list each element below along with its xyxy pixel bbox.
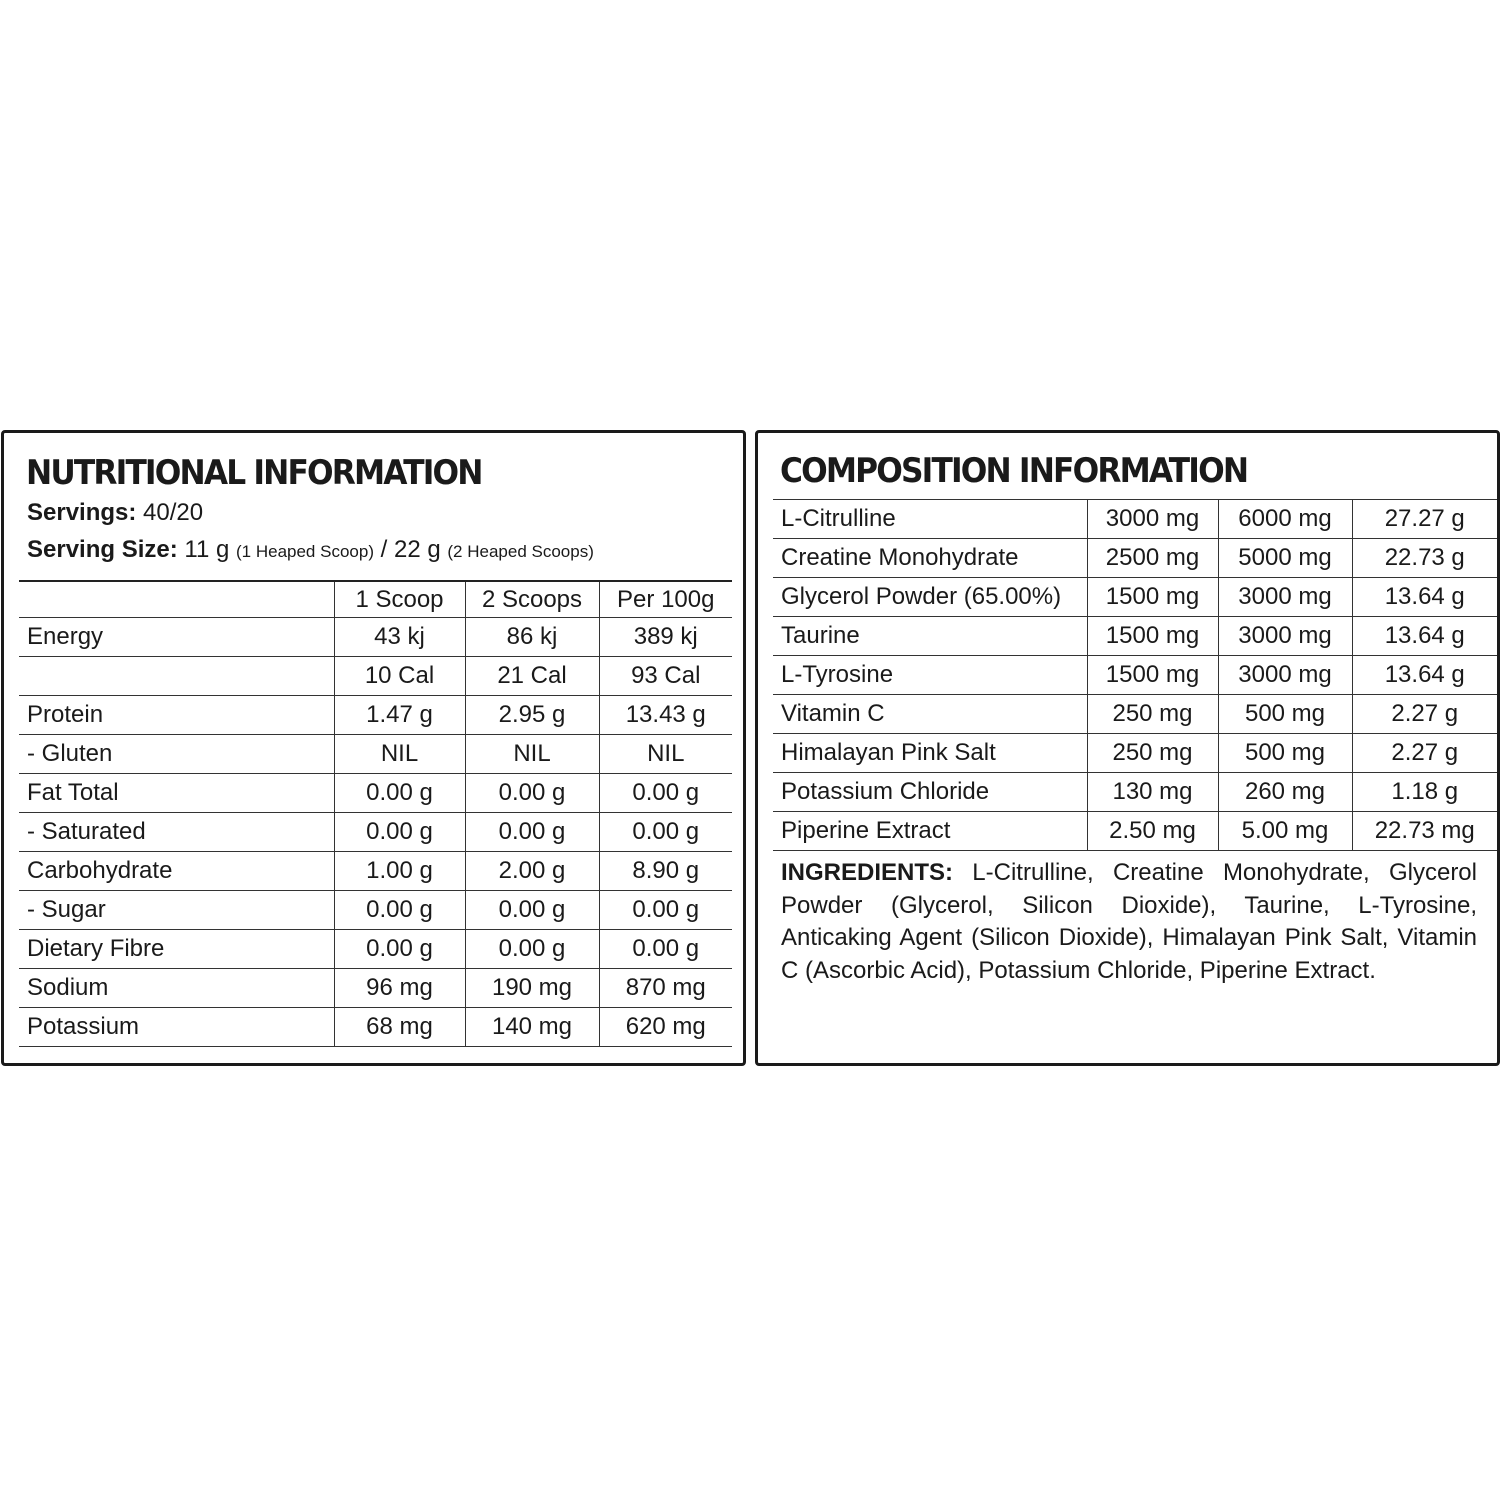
table-cell: NIL: [334, 735, 465, 774]
table-row: [773, 734, 1497, 773]
table-cell: NIL: [465, 735, 599, 774]
table-row: [19, 657, 732, 696]
table-row: [19, 618, 732, 657]
table-row: [773, 656, 1497, 695]
table-cell: 250 mg: [1087, 734, 1218, 773]
table-cell: 2.00 g: [465, 852, 599, 891]
table-cell: 2.50 mg: [1087, 812, 1218, 851]
row-label: - Sugar: [19, 891, 334, 930]
row-label: - Saturated: [19, 813, 334, 852]
serving-size-2-note: (2 Heaped Scoops): [447, 542, 594, 561]
table-row: [773, 812, 1497, 851]
serving-size-label: Serving Size:: [27, 536, 178, 563]
table-cell: 96 mg: [334, 969, 465, 1008]
row-label: Dietary Fibre: [19, 930, 334, 969]
nutritional-information-title: NUTRITIONAL INFORMATION: [26, 453, 482, 493]
table-cell: 1.47 g: [334, 696, 465, 735]
row-label: Sodium: [19, 969, 334, 1008]
table-cell: 0.00 g: [334, 813, 465, 852]
serving-size-1-note: (1 Heaped Scoop): [236, 542, 374, 561]
serving-size-1: 11 g: [184, 536, 230, 563]
table-cell: 260 mg: [1218, 773, 1352, 812]
row-label: Potassium Chloride: [773, 773, 1087, 812]
table-cell: 3000 mg: [1218, 617, 1352, 656]
column-header: [19, 581, 334, 618]
table-cell: 130 mg: [1087, 773, 1218, 812]
servings-label: Servings:: [27, 499, 137, 526]
row-label: [19, 657, 334, 696]
composition-information-title: COMPOSITION INFORMATION: [780, 451, 1248, 491]
row-label: Vitamin C: [773, 695, 1087, 734]
table-row: [19, 735, 732, 774]
nutrition-table: [19, 580, 732, 1047]
serving-size-separator: /: [380, 536, 388, 563]
table-cell: 43 kj: [334, 618, 465, 657]
table-cell: 3000 mg: [1218, 656, 1352, 695]
table-cell: 5000 mg: [1218, 539, 1352, 578]
table-row: [773, 617, 1497, 656]
table-cell: 13.64 g: [1352, 617, 1497, 656]
table-cell: 21 Cal: [465, 657, 599, 696]
table-cell: 1.00 g: [334, 852, 465, 891]
table-cell: 13.64 g: [1352, 656, 1497, 695]
table-cell: 0.00 g: [599, 891, 732, 930]
table-cell: 13.43 g: [599, 696, 732, 735]
table-row: [19, 891, 732, 930]
table-cell: 0.00 g: [465, 891, 599, 930]
table-cell: 0.00 g: [599, 930, 732, 969]
table-cell: 22.73 g: [1352, 539, 1497, 578]
table-cell: 1500 mg: [1087, 578, 1218, 617]
column-header: 2 Scoops: [465, 581, 599, 618]
column-header: 1 Scoop: [334, 581, 465, 618]
table-cell: 620 mg: [599, 1008, 732, 1047]
table-cell: 93 Cal: [599, 657, 732, 696]
table-row: [19, 969, 732, 1008]
table-cell: 0.00 g: [334, 930, 465, 969]
table-cell: 140 mg: [465, 1008, 599, 1047]
ingredients-list: L-Citrulline, Creatine Monohydrate, Glycerol Powder (Glycerol, Silicon Dioxide), Taurine, L-Tyrosine, Anticaking Agent (Silicon Dioxide), Himalayan Pink Salt, Vitamin C (Ascorbic Acid), Potassium Chloride, Piperine Extract.: [781, 859, 1477, 984]
row-label: Taurine: [773, 617, 1087, 656]
ingredients-label: INGREDIENTS:: [781, 859, 954, 886]
table-row: [19, 813, 732, 852]
table-row: [19, 774, 732, 813]
table-cell: 22.73 mg: [1352, 812, 1497, 851]
table-row: [773, 695, 1497, 734]
row-label: Protein: [19, 696, 334, 735]
table-cell: 0.00 g: [465, 813, 599, 852]
column-header: Per 100g: [599, 581, 732, 618]
row-label: Piperine Extract: [773, 812, 1087, 851]
table-header-row: [19, 581, 732, 618]
row-label: - Gluten: [19, 735, 334, 774]
serving-size-line: [27, 536, 594, 564]
table-cell: 8.90 g: [599, 852, 732, 891]
table-cell: 870 mg: [599, 969, 732, 1008]
table-cell: 389 kj: [599, 618, 732, 657]
row-label: Creatine Monohydrate: [773, 539, 1087, 578]
table-cell: 2.95 g: [465, 696, 599, 735]
table-cell: 500 mg: [1218, 695, 1352, 734]
table-row: [773, 539, 1497, 578]
row-label: L-Tyrosine: [773, 656, 1087, 695]
table-cell: 3000 mg: [1218, 578, 1352, 617]
row-label: L-Citrulline: [773, 500, 1087, 539]
table-cell: 1500 mg: [1087, 617, 1218, 656]
table-cell: 250 mg: [1087, 695, 1218, 734]
table-cell: 6000 mg: [1218, 500, 1352, 539]
table-cell: 3000 mg: [1087, 500, 1218, 539]
row-label: Carbohydrate: [19, 852, 334, 891]
table-row: [773, 578, 1497, 617]
table-cell: 86 kj: [465, 618, 599, 657]
table-row: [773, 773, 1497, 812]
row-label: Energy: [19, 618, 334, 657]
table-row: [19, 930, 732, 969]
composition-table: [773, 499, 1497, 851]
table-cell: 2.27 g: [1352, 695, 1497, 734]
table-cell: 2.27 g: [1352, 734, 1497, 773]
table-row: [19, 696, 732, 735]
row-label: Fat Total: [19, 774, 334, 813]
nutritional-information-panel: [1, 430, 746, 1066]
table-cell: 190 mg: [465, 969, 599, 1008]
table-cell: 5.00 mg: [1218, 812, 1352, 851]
row-label: Glycerol Powder (65.00%): [773, 578, 1087, 617]
table-cell: 0.00 g: [465, 774, 599, 813]
table-cell: NIL: [599, 735, 732, 774]
table-row: [19, 1008, 732, 1047]
table-cell: 68 mg: [334, 1008, 465, 1047]
table-cell: 13.64 g: [1352, 578, 1497, 617]
row-label: Himalayan Pink Salt: [773, 734, 1087, 773]
table-cell: 27.27 g: [1352, 500, 1497, 539]
servings-line: [27, 499, 203, 527]
composition-information-panel: [755, 430, 1500, 1066]
table-cell: 0.00 g: [599, 813, 732, 852]
table-cell: 10 Cal: [334, 657, 465, 696]
serving-size-2: 22 g: [394, 536, 441, 563]
table-cell: 2500 mg: [1087, 539, 1218, 578]
table-cell: 0.00 g: [334, 774, 465, 813]
servings-value: 40/20: [143, 499, 204, 526]
row-label: Potassium: [19, 1008, 334, 1047]
table-cell: 500 mg: [1218, 734, 1352, 773]
table-cell: 0.00 g: [465, 930, 599, 969]
ingredients-text: [781, 857, 1477, 987]
table-cell: 0.00 g: [599, 774, 732, 813]
table-cell: 1.18 g: [1352, 773, 1497, 812]
table-cell: 1500 mg: [1087, 656, 1218, 695]
table-row: [19, 852, 732, 891]
table-cell: 0.00 g: [334, 891, 465, 930]
table-row: [773, 500, 1497, 539]
